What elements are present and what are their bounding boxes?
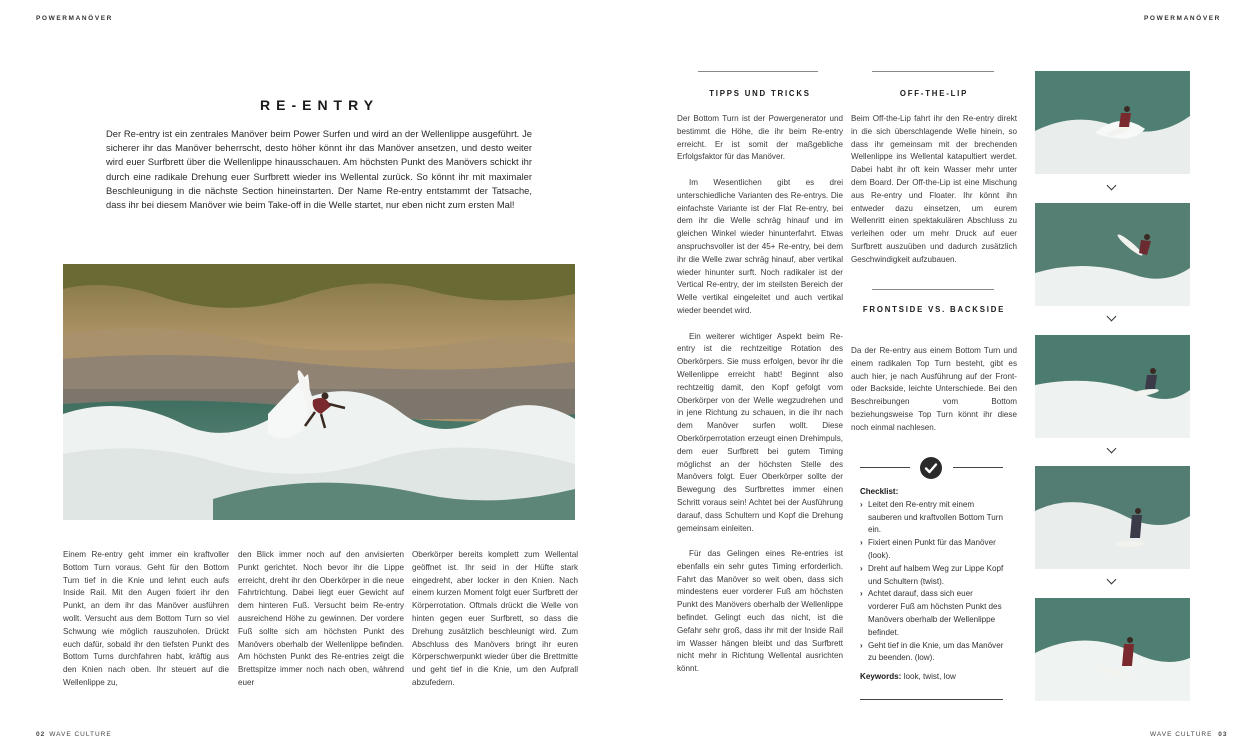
folio-left: 02 bbox=[36, 731, 46, 738]
main-surf-photo bbox=[63, 264, 575, 520]
body-column-1: Einem Re-entry geht immer ein kraftvoller Bottom Turn voraus. Geht für den Bottom Turn tief in die Knie und lehnt euch aufs Inside Rail. Mit den Augen fixiert ihr den Punkt, an dem ihr das Manöver ausführen wollt. Versucht aus dem Bottom Turn so viel Schwung wie möglich rauszuholen. Drückt euch dafür, sobald ihr den tiefsten Punkt des Bottom Turns durchfahren habt, kräftig aus den Knien nach oben. Ihr steuert auf die Wellenlippe zu, bbox=[63, 550, 229, 687]
checklist-box bbox=[860, 486, 1005, 684]
tipps-rule bbox=[698, 71, 818, 72]
keywords-label: Keywords: bbox=[860, 672, 902, 682]
offlip-text: Beim Off-the-Lip fahrt ihr den Re-entry direkt in die sich überschlagende Welle hinein, so dass ihr gemeinsam mit der brechenden Wellenlippe ins Wellental katapultiert werdet. Dabei habt ihr oft kein Wasser mehr unter dem Board. Der Off-the-Lip ist eine Mischung aus Re-entry und Floater. Ihr könnt ihn entweder dazu einsetzen, um eurem Wellenritt einen spektakulären Abschluss zu verleihen oder um mehr Druck auf euer Surfbrett auszuüben und dadurch zusätzlich Geschwindigkeit aufzubauen. bbox=[851, 114, 1017, 264]
sequence-photo-1 bbox=[1035, 71, 1190, 174]
offlip-rule bbox=[872, 71, 994, 72]
keywords-line bbox=[860, 671, 1005, 684]
checklist-rule-right bbox=[953, 467, 1003, 468]
footer-label-right: WAVE CULTURE bbox=[1150, 731, 1213, 738]
tipps-paragraph-2: Im Wesentlichen gibt es drei unterschiedliche Varianten des Re-entrys. Die einfachste Variante ist der Flat Re-entry, bei dem ihr die Welle schräg hinauf und im gleichen Winkel wieder hinunterfahrt. Etwas anspruchsvoller ist der 45+ Re-entry, bei dem ihr die Welle zwar schräg hinauf, aber vertikal wieder hinunter surft. Noch radikaler ist der Vertical Re-entry, der im steilsten Bereich der Welle vertikal eingeleitet und auch vertikal wieder beendet wird. bbox=[677, 177, 843, 315]
tipps-paragraph-4: Für das Gelingen eines Re-entries ist ebenfalls ein sehr gutes Timing erforderlich. Fahrt das Manöver so weit oben, dass sich mindestens euer vorderer Fuß am höchsten Punkt des Manövers oberhalb der Wellenlippe befindet. Gelingt euch das nicht, ist die Gefahr sehr groß, dass ihr mit der Inside Rail im Wasser hängen bleibt und das Surfbrett nicht mehr in Richtung Wellental ausrichten könnt. bbox=[677, 549, 843, 674]
checklist-list bbox=[860, 499, 1005, 665]
folio-right: 03 bbox=[1218, 731, 1228, 738]
footer-left bbox=[36, 731, 112, 738]
checklist-item: › Geht tief in die Knie, um das Manöver zu beenden. (low). bbox=[860, 640, 1005, 666]
checklist-item: › Achtet darauf, dass sich euer vorderer Fuß am höchsten Punkt des Manövers oberhalb der Wellenlippe befindet. bbox=[860, 588, 1005, 639]
chevron-down-icon bbox=[1107, 312, 1117, 322]
checklist-item: › Fixiert einen Punkt für das Manöver (look). bbox=[860, 537, 1005, 563]
checkmark-icon bbox=[920, 457, 942, 479]
frontside-heading: FRONTSIDE VS. BACKSIDE bbox=[862, 305, 1006, 314]
tipps-paragraph-3: Ein weiterer wichtiger Aspekt beim Re-entry ist die rechtzeitige Rotation des Oberkörpers. Sie muss erfolgen, bevor ihr die Wellenlippe erreicht habt! Beginnt also rechtzeitig damit, den Kopf gefolgt vom Oberkörper von der Welle wegzudrehen und in jene Richtung zu schauen, in die ihr nach dem Manöver surfen wollt. Diese Oberkörperrotation erzeugt einen Drehimpuls, dem euer Surfbrett bei gutem Timing möglichst an der höchsten Stelle des Manövers folgt. Euer Oberkörper sollte der Bewegung des Surfbrettes immer einen Schritt voraus sein! Achtet bei der Ausführung darauf, dass Schultern und Kopf die Drehung gemeinsam einleiten. bbox=[677, 331, 843, 533]
checklist-item: › Dreht auf halbem Weg zur Lippe Kopf und Schultern (twist). bbox=[860, 563, 1005, 589]
running-head-left: POWERMANÖVER bbox=[36, 15, 113, 22]
checklist-bottom-rule bbox=[860, 699, 1003, 700]
frontside-rule bbox=[872, 289, 994, 290]
tipps-paragraph-1: Der Bottom Turn ist der Powergenerator und bestimmt die Höhe, die ihr beim Re-entry erreicht. Er ist somit der maßgebliche Erfolgsfaktor für das Manöver. bbox=[677, 114, 843, 162]
lead-paragraph: Der Re-entry ist ein zentrales Manöver beim Power Surfen und wird an der Wellenlippe ausgeführt. Je sicherer ihr das Manöver beherrscht, desto höher könnt ihr das Manöver ansetzen, und desto weiter wird euer Surfbrett über die Wellenlippe hinausschauen. Am höchsten Punkt des Manövers schickt ihr durch eine radikale Drehung euer Surfbrett wieder ins Wellental zurück. So könnt ihr mit maximaler Beschleunigung in die nächste Section hineinstarten. Der Name Re-entry entstammt der Tatsache, dass ihr bei diesem Manöver wie beim Take-off in die Welle startet, nur eben nicht zum ersten Mal! bbox=[106, 128, 532, 211]
checklist-item: › Leitet den Re-entry mit einem sauberen und kraftvollen Bottom Turn ein. bbox=[860, 499, 1005, 537]
chevron-down-icon bbox=[1107, 181, 1117, 191]
chevron-down-icon bbox=[1107, 575, 1117, 585]
sequence-photo-5 bbox=[1035, 598, 1190, 701]
sequence-photo-2 bbox=[1035, 203, 1190, 306]
body-column-2: den Blick immer noch auf den anvisierten Punkt gerichtet. Noch bevor ihr die Lippe erreicht, dreht ihr den Oberkörper in die neue Fahrtrichtung. Dabei liegt euer Gewicht auf dem hinteren Fuß. Versucht beim Re-entry ausreichend Höhe zu gewinnen. Der vordere Fuß sollte sich am höchsten Punkt des Manövers oberhalb der Wellenlippe befinden. Am höchsten Punkt des Re-entries zeigt die Brettspitze immer noch nach oben, während euer bbox=[238, 550, 404, 687]
footer-label-left: WAVE CULTURE bbox=[49, 731, 112, 738]
checklist-rule-left bbox=[860, 467, 910, 468]
frontside-text: Da der Re-entry aus einem Bottom Turn und einem radikalen Top Turn besteht, gibt es auch hier, je nach Ausführung auf der Front- oder Backside, leichte Unterschiede. Bei den Beschreibungen vom Bottom beziehungsweise Top Turn könnt ihr diese noch einmal nachlesen. bbox=[851, 346, 1017, 432]
offlip-heading: OFF-THE-LIP bbox=[899, 89, 969, 98]
tipps-text bbox=[677, 113, 843, 676]
tipps-heading: TIPPS UND TRICKS bbox=[709, 89, 811, 98]
chevron-down-icon bbox=[1107, 444, 1117, 454]
checklist-title: Checklist: bbox=[860, 487, 899, 496]
running-head-right: POWERMANÖVER bbox=[1144, 15, 1221, 22]
body-column-3: Oberkörper bereits komplett zum Wellental geöffnet ist. Ihr seid in der Hüfte stark eingedreht, aber locker in den Knien. Nach einem kurzen Moment folgt euer Surfbrett der Körperrotation. Oftmals drückt die Welle von hinten gegen euer Surfbrett, so dass die Drehung zusätzlich beschleunigt wird. Zum Abschluss des Manövers bringt ihr euren Körperschwerpunkt wieder über die Brettmitte und geht tief in die Knie, um den Aufprall abzufedern. bbox=[412, 550, 578, 687]
keywords-value: look, twist, low bbox=[903, 672, 956, 682]
sequence-photo-4 bbox=[1035, 466, 1190, 569]
sequence-photo-3 bbox=[1035, 335, 1190, 438]
page-title: RE-ENTRY bbox=[260, 97, 380, 113]
footer-right bbox=[1150, 731, 1228, 738]
